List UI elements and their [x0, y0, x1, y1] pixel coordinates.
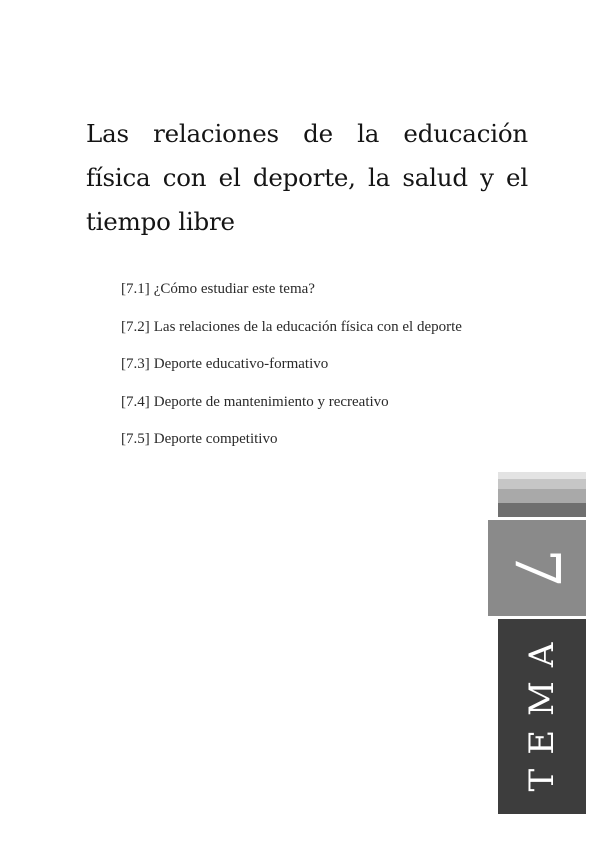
toc-item-label: Deporte competitivo: [153, 431, 278, 447]
table-of-contents: [121, 277, 561, 465]
chapter-label: TEMA: [522, 628, 562, 791]
toc-item-label: Deporte de mantenimiento y recreativo: [153, 393, 389, 410]
tab-stripe-light: [498, 472, 586, 479]
page-title: Las relaciones de la educación física con el deporte, la salud y el tiempo libre: [86, 119, 528, 236]
tab-stripe-dark-gray: [498, 503, 586, 517]
toc-item-number: [7.1]: [121, 281, 150, 297]
toc-item-number: [7.2]: [121, 318, 150, 335]
chapter-number: 7: [501, 548, 574, 588]
chapter-label-box: [498, 619, 586, 814]
toc-item-label: ¿Cómo estudiar este tema?: [153, 281, 315, 297]
chapter-number-box: [488, 520, 586, 616]
toc-item-number: [7.5]: [121, 431, 150, 447]
tab-stripe-mid-gray: [498, 489, 586, 503]
toc-item: [121, 277, 561, 315]
toc-item: [121, 390, 561, 428]
toc-item: [121, 427, 561, 465]
tab-stripe-light-gray: [498, 479, 586, 489]
toc-item-number: [7.3]: [121, 356, 150, 372]
toc-item: [121, 315, 561, 353]
toc-item-label: Las relaciones de la educación física con el deporte: [153, 318, 462, 335]
toc-item: [121, 352, 561, 390]
toc-item-number: [7.4]: [121, 393, 150, 410]
toc-item-label: Deporte educativo-formativo: [153, 356, 329, 372]
